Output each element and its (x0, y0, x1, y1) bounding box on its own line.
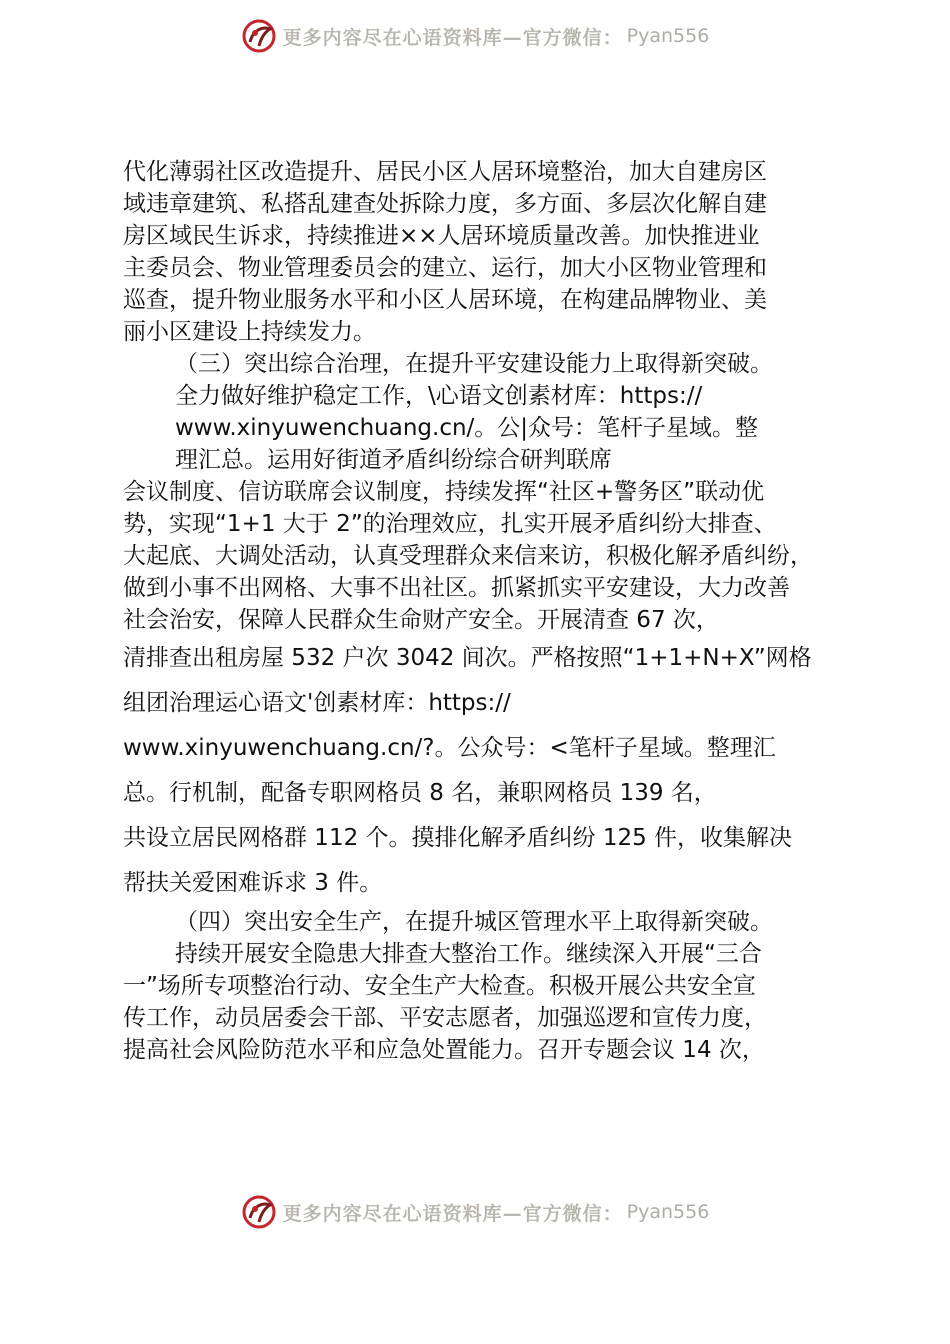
text-line: 主委员会、物业管理委员会的建立、运行，加大小区物业管理和 (123, 255, 767, 281)
section-heading-3: （三）突出综合治理，在提升平安建设能力上取得新突破。 (175, 351, 773, 377)
text-line: 势，实现“1+1 大于 2”的治理效应，扎实开展矛盾纠纷大排查、 (123, 511, 777, 537)
text-line: 大起底、大调处活动，认真受理群众来信来访，积极化解矛盾纠纷， (123, 543, 813, 569)
document-body (123, 156, 853, 1066)
text-line: 传工作，动员居委会干部、平安志愿者，加强巡逻和宣传力度， (123, 1005, 767, 1031)
text-line: 提高社会风险防范水平和应急处置能力。召开专题会议 14 次， (123, 1037, 765, 1063)
watermark-wechat-id: Pyan556 (626, 1201, 710, 1223)
text-line: 全力做好维护稳定工作，\心语文创素材库：https:// (175, 383, 703, 409)
text-line: 做到小事不出网格、大事不出社区。抓紧抓实平安建设，大力改善 (123, 575, 790, 601)
text-line: 域违章建筑、私搭乱建查处拆除力度，多方面、多层次化解自建 (123, 191, 767, 217)
watermark-footer (0, 1190, 950, 1234)
text-line: 共设立居民网格群 112 个。摸排化解矛盾纠纷 125 件，收集解决 (123, 825, 793, 851)
text-line: www.xinyuwenchuang.cn/。公|众号：笔杆子星域。整 (175, 415, 759, 441)
text-line: 会议制度、信访联席会议制度，持续发挥“社区+警务区”联动优 (123, 479, 765, 505)
text-line: 代化薄弱社区改造提升、居民小区人居环境整治，加大自建房区 (123, 159, 767, 185)
logo-icon (241, 18, 277, 54)
text-line: 社会治安，保障人民群众生命财产安全。开展清查 67 次， (123, 607, 719, 633)
text-line: 丽小区建设上持续发力。 (123, 319, 376, 345)
text-line: 总。行机制，配备专职网格员 8 名，兼职网格员 139 名， (123, 780, 717, 806)
text-line: 持续开展安全隐患大排查大整治工作。继续深入开展“三合 (175, 941, 762, 967)
section-heading-4: （四）突出安全生产，在提升城区管理水平上取得新突破。 (175, 909, 773, 935)
watermark-text: 更多内容尽在心语资料库—官方微信： (282, 26, 623, 49)
watermark-text: 更多内容尽在心语资料库—官方微信： (282, 1202, 623, 1225)
watermark-header (0, 14, 950, 58)
text-line: 清排查出租房屋 532 户次 3042 间次。严格按照“1+1+N+X”网格 (123, 645, 812, 671)
text-line: 组团治理运心语文'创素材库：https:// (123, 690, 511, 716)
text-line: 巡查，提升物业服务水平和小区人居环境，在构建品牌物业、美 (123, 287, 767, 313)
text-line: www.xinyuwenchuang.cn/?。公众号：<笔杆子星域。整理汇 (123, 735, 776, 761)
logo-icon (241, 1194, 277, 1230)
text-line: 一”场所专项整治行动、安全生产大检查。积极开展公共安全宣 (123, 973, 756, 999)
text-line: 理汇总。运用好街道矛盾纠纷综合研判联席 (175, 447, 612, 473)
text-line: 帮扶关爱困难诉求 3 件。 (123, 870, 383, 896)
text-line: 房区域民生诉求，持续推进××人居环境质量改善。加快推进业 (123, 223, 760, 249)
watermark-wechat-id: Pyan556 (626, 25, 710, 47)
